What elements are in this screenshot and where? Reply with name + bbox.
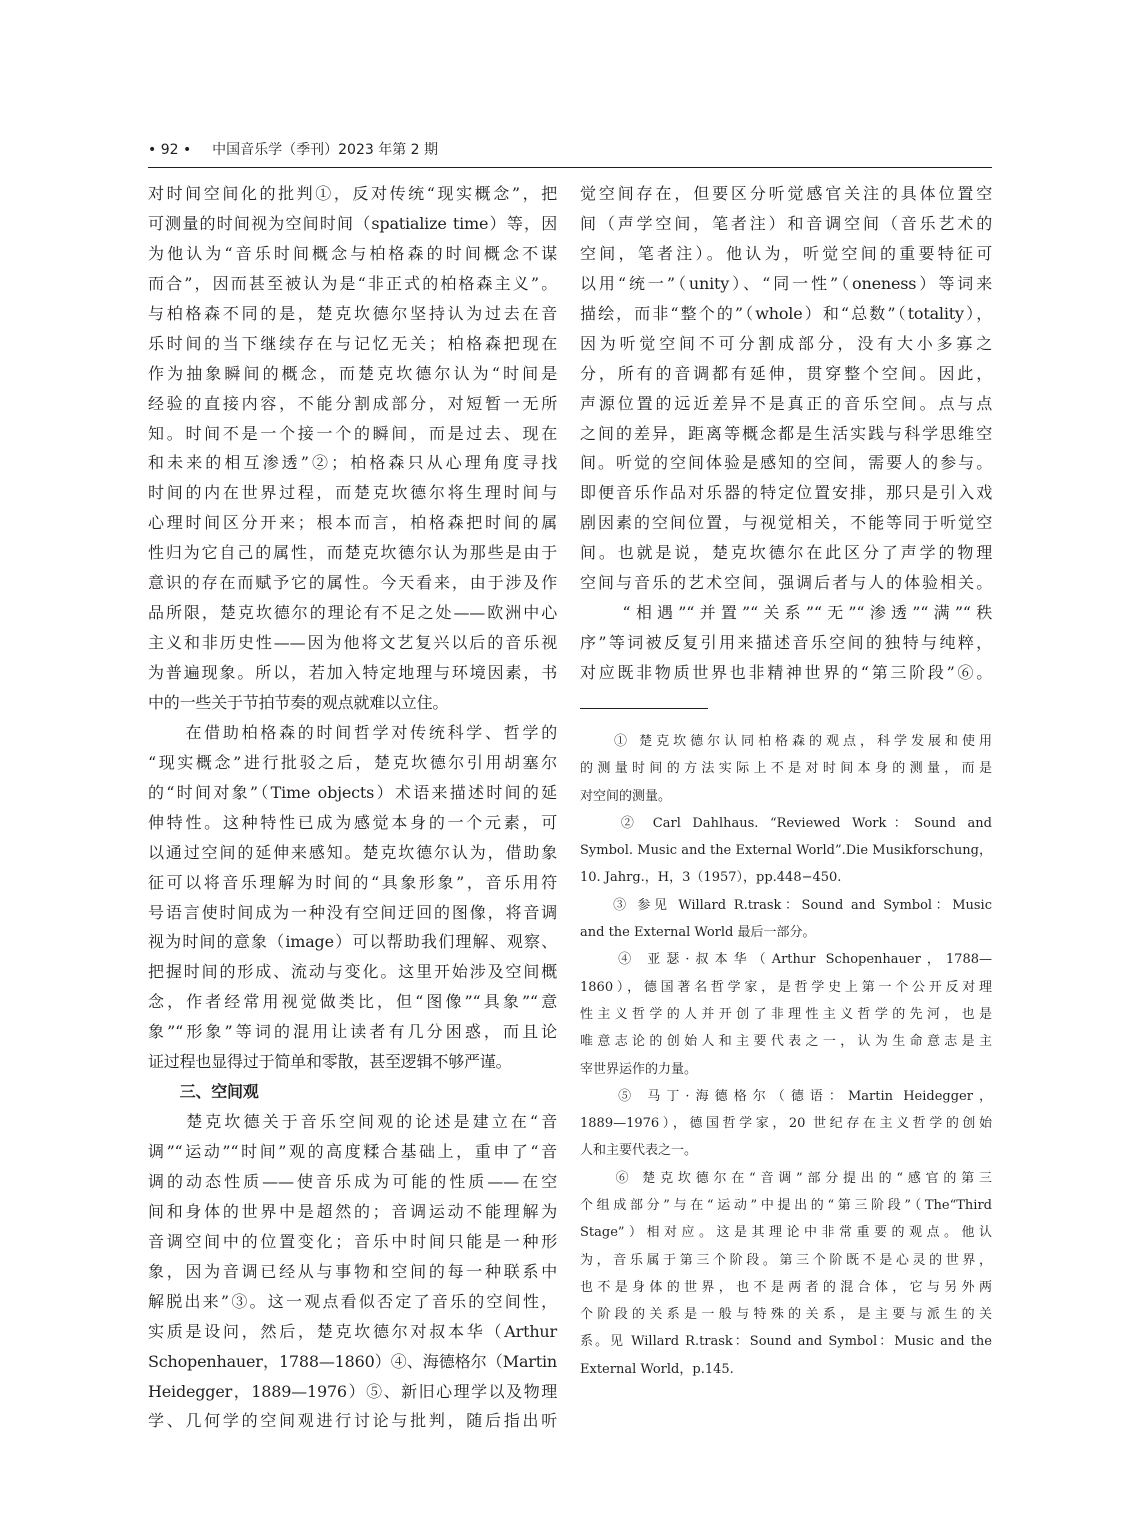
footnote-line: ③ 参见 Willard R.trask：Sound and Symbol：Music bbox=[580, 897, 992, 913]
footnote-line: 的测量时间的方法实际上不是对时间本身的测量，而是 bbox=[580, 761, 992, 777]
footnote-line: ① 楚克坎德尔认同柏格森的观点，科学发展和使用 bbox=[580, 733, 992, 749]
footnote-line: 对空间的测量。 bbox=[580, 788, 672, 804]
journal-title: 中国音乐学（季刊）2023 年第 2 期 bbox=[212, 142, 439, 158]
text-line: Schopenhauer，1788—1860）④、海德格尔（Martin bbox=[148, 1351, 557, 1371]
footnote-line: 10. Jahrg.，H，3（1957），pp.448−450. bbox=[580, 870, 842, 886]
text-line: 解脱出来”③。这一观点看似否定了音乐的空间性， bbox=[148, 1291, 557, 1311]
text-line: 可测量的时间视为空间时间（spatialize time）等，因 bbox=[148, 213, 557, 233]
footnote-line: 系。见 Willard R.trask：Sound and Symbol：Music and the bbox=[580, 1334, 992, 1350]
footnote-line: Stage”）相对应。这是其理论中非常重要的观点。他认 bbox=[580, 1225, 992, 1241]
text-line: 描绘，而非“整个的”（whole）和“总数”（totality）， bbox=[580, 303, 992, 323]
text-line: 时间的内在世界过程，而楚克坎德尔将生理时间与 bbox=[148, 483, 557, 503]
footnote-1 bbox=[580, 728, 992, 810]
text-line: 以用“统一”（unity）、“同一性”（oneness）等词来 bbox=[580, 273, 992, 293]
footnote-3 bbox=[580, 892, 992, 947]
text-line: 与柏格森不同的是，楚克坎德尔坚持认为过去在音 bbox=[148, 303, 557, 323]
footnote-line: 1860），德国著名哲学家，是哲学史上第一个公开反对理 bbox=[580, 979, 992, 995]
footnote-line: ⑤ 马丁·海德格尔（德语：Martin Heidegger， bbox=[580, 1088, 992, 1104]
text-line: 和未来的相互渗透”②；柏格森只从心理角度寻找 bbox=[148, 453, 557, 473]
right-column bbox=[580, 179, 992, 1383]
footnote-line: and the External World 最后一部分。 bbox=[580, 925, 816, 941]
text-line: 间。也就是说，楚克坎德尔在此区分了声学的物理 bbox=[580, 543, 992, 563]
footnote-2 bbox=[580, 810, 992, 892]
text-line: 声源位置的远近差异不是真正的音乐空间。点与点 bbox=[580, 393, 992, 413]
text-line: 伸特性。这种特性已成为感觉本身的一个元素，可 bbox=[148, 812, 557, 832]
text-line: Heidegger，1889—1976）⑤、新旧心理学以及物理 bbox=[148, 1381, 557, 1401]
footnote-line: 个阶段的关系是一般与特殊的关系，是主要与派生的关 bbox=[580, 1307, 992, 1323]
page-number: • 92 • bbox=[148, 142, 192, 158]
footnotes bbox=[580, 728, 992, 1383]
text-line: 间（声学空间，笔者注）和音调空间（音乐艺术的 bbox=[580, 213, 992, 233]
text-line: 证过程也显得过于简单和零散，甚至逻辑不够严谨。 bbox=[148, 1052, 512, 1072]
footnote-line: 唯意志论的创始人和主要代表之一，认为生命意志是主 bbox=[580, 1034, 992, 1050]
text-line: 为普遍现象。所以，若加入特定地理与环境因素，书 bbox=[148, 663, 557, 682]
text-line: 三、空间观 bbox=[148, 1082, 259, 1102]
text-line: 间。听觉的空间体验是感知的空间，需要人的参与。 bbox=[580, 453, 992, 473]
footnote-line: 个组成部分”与在“运动”中提出的“第三阶段”（The“Third bbox=[580, 1197, 992, 1213]
text-line: 心理时间区分开来；根本而言，柏格森把时间的属 bbox=[148, 513, 557, 533]
text-line: 象”“形象”等词的混用让读者有几分困惑，而且论 bbox=[148, 1022, 557, 1042]
text-line: 经验的直接内容，不能分割成部分，对短暂一无所 bbox=[148, 393, 557, 413]
text-line: 对时间空间化的批判①，反对传统“现实概念”，把 bbox=[148, 184, 557, 203]
footnote-line: ⑥ 楚克坎德尔在“音调”部分提出的“感官的第三 bbox=[580, 1170, 992, 1186]
text-line: 分，所有的音调都有延伸，贯穿整个空间。因此， bbox=[580, 363, 992, 383]
text-line: 在借助柏格森的时间哲学对传统科学、哲学的 bbox=[148, 722, 557, 742]
footnote-line: External World，p.145. bbox=[580, 1361, 734, 1377]
text-line: 中的一些关于节拍节奏的观点就难以立住。 bbox=[148, 692, 449, 712]
footnote-6 bbox=[580, 1165, 992, 1383]
text-line: “相遇”“并置”“关系”“无”“渗透”“满”“秩 bbox=[580, 603, 992, 623]
text-line: 征可以将音乐理解为时间的“具象形象”，音乐用符 bbox=[148, 872, 557, 892]
text-line: 的“时间对象”（Time objects）术语来描述时间的延 bbox=[148, 782, 557, 802]
footnote-line: 1889—1976），德国哲学家，20 世纪存在主义哲学的创始 bbox=[580, 1116, 992, 1132]
footnote-line: 为，音乐属于第三个阶段。第三个阶既不是心灵的世界， bbox=[580, 1252, 992, 1268]
text-line: 空间，笔者注）。他认为，听觉空间的重要特征可 bbox=[580, 243, 992, 263]
footnote-4 bbox=[580, 946, 992, 1082]
footnote-line: 宰世界运作的力量。 bbox=[580, 1061, 698, 1077]
text-line: 之间的差异，距离等概念都是生活实践与科学思维空 bbox=[580, 423, 992, 443]
text-line: 调”“运动”“时间”观的高度糅合基础上，重申了“音 bbox=[148, 1142, 557, 1161]
text-line: 即便音乐作品对乐器的特定位置安排，那只是引入戏 bbox=[580, 483, 992, 503]
footnote-line: Symbol. Music and the External World”.Die Musikforschung， bbox=[580, 843, 992, 859]
right-body-text bbox=[580, 179, 992, 688]
text-line: 把握时间的形成、流动与变化。这里开始涉及空间概 bbox=[148, 962, 557, 982]
text-line: 视为时间的意象（image）可以帮助我们理解、观察、 bbox=[148, 932, 557, 952]
text-line: 调的动态性质——使音乐成为可能的性质——在空 bbox=[148, 1171, 557, 1191]
running-header bbox=[148, 141, 992, 168]
text-line: 学、几何学的空间观进行讨论与批判，随后指出听 bbox=[148, 1411, 557, 1431]
text-line: 品所限，楚克坎德尔的理论有不足之处——欧洲中心 bbox=[148, 603, 557, 623]
text-line: 念，作者经常用视觉做类比，但“图像”“具象”“意 bbox=[148, 992, 557, 1012]
text-line: 而合”，因而甚至被认为是“非正式的柏格森主义”。 bbox=[148, 273, 557, 293]
text-line: 间和身体的世界中是超然的；音调运动不能理解为 bbox=[148, 1201, 557, 1221]
text-line: 主义和非历史性——因为他将文艺复兴以后的音乐视 bbox=[148, 633, 557, 653]
footnote-divider bbox=[580, 708, 708, 709]
text-line: 意识的存在而赋予它的属性。今天看来，由于涉及作 bbox=[148, 573, 557, 593]
footnote-line: 人和主要代表之一。 bbox=[580, 1143, 698, 1159]
text-line: 剧因素的空间位置，与视觉相关，不能等同于听觉空 bbox=[580, 513, 992, 533]
text-line: 乐时间的当下继续存在与记忆无关；柏格森把现在 bbox=[148, 333, 557, 353]
text-line: 知。时间不是一个接一个的瞬间，而是过去、现在 bbox=[148, 423, 557, 443]
text-line: 楚克坎德关于音乐空间观的论述是建立在“音 bbox=[148, 1112, 557, 1132]
text-line: 序”等词被反复引用来描述音乐空间的独特与纯粹， bbox=[580, 633, 992, 653]
text-line: 性归为它自己的属性，而楚克坎德尔认为那些是由于 bbox=[148, 543, 557, 563]
text-line: 作为抽象瞬间的概念，而楚克坎德尔认为“时间是 bbox=[148, 363, 557, 383]
text-line: 实质是设问，然后，楚克坎德尔对叔本华（Arthur bbox=[148, 1321, 557, 1341]
footnote-line: ② Carl Dahlhaus. “Reviewed Work：Sound and bbox=[580, 815, 992, 831]
text-line: 音调空间中的位置变化；音乐中时间只能是一种形 bbox=[148, 1231, 557, 1251]
text-line: 因为听觉空间不可分割成部分，没有大小多寡之 bbox=[580, 333, 992, 353]
footnote-5 bbox=[580, 1083, 992, 1165]
text-line: 号语言使时间成为一种没有空间迂回的图像，将音调 bbox=[148, 902, 557, 922]
text-line: 象，因为音调已经从与事物和空间的每一种联系中 bbox=[148, 1261, 557, 1281]
footnote-line: 性主义哲学的人并开创了非理性主义哲学的先河，也是 bbox=[580, 1006, 992, 1022]
text-line: 空间与音乐的艺术空间，强调后者与人的体验相关。 bbox=[580, 573, 992, 593]
text-line: 对应既非物质世界也非精神世界的“第三阶段”⑥。 bbox=[580, 663, 992, 682]
text-line: 为他认为“音乐时间概念与柏格森的时间概念不谋 bbox=[148, 243, 557, 263]
text-line: 觉空间存在，但要区分听觉感官关注的具体位置空 bbox=[580, 184, 992, 203]
footnote-line: 也不是身体的世界，也不是两者的混合体，它与另外两 bbox=[580, 1279, 992, 1295]
footnote-line: ④ 亚瑟·叔本华（Arthur Schopenhauer，1788— bbox=[580, 952, 992, 968]
text-line: 以通过空间的延伸来感知。楚克坎德尔认为，借助象 bbox=[148, 842, 557, 862]
left-column bbox=[148, 179, 557, 1436]
text-line: “现实概念”进行批驳之后，楚克坎德尔引用胡塞尔 bbox=[148, 752, 557, 772]
